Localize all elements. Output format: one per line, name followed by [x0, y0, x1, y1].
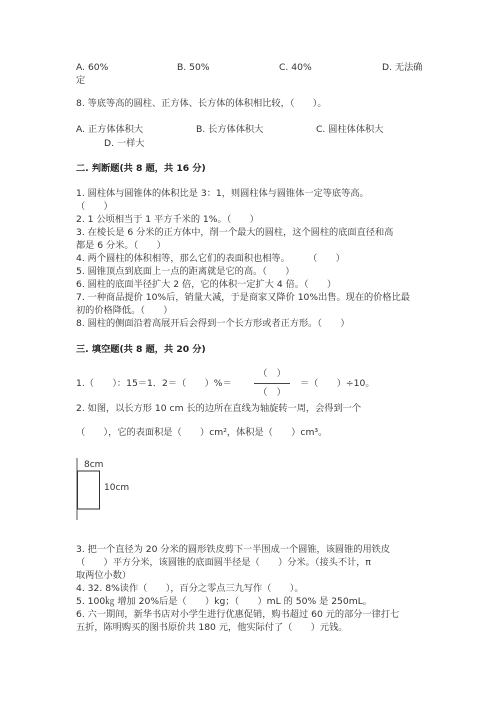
fill-q2-line2: （ ），它的表面积是（ ）cm²，体积是（ ）cm³。 — [76, 427, 328, 438]
figure-label-height: 10cm — [104, 483, 130, 493]
q7-option-a: A. 60% — [76, 62, 109, 73]
fill-q6-line1: 6. 六一期间，新华书店对小学生进行优惠促销，购书超过 60 元的部分一律打七 — [76, 609, 400, 620]
judge-line: 4. 两个圆柱的体积相等，那么它们的表面积也相等。 （ ） — [76, 253, 345, 264]
fill-q6-line2: 五折，陈明购买的图书原价共 180 元，他实际付了（ ）元钱。 — [76, 622, 348, 633]
rectangle-figure — [76, 458, 140, 520]
fraction-denominator: （ ） — [258, 387, 286, 398]
figure-label-width: 8cm — [84, 460, 104, 470]
judge-line: 7. 一种商品提价 10%后，销量大减，于是商家又降价 10%出售。现在的价格比最 — [76, 292, 410, 303]
judge-line: （ ） — [76, 201, 113, 212]
q7-option-d: D. 无法确 — [382, 62, 423, 73]
fill-q2-line1: 2. 如图，以长方形 10 cm 长的边所在直线为轴旋转一周，会得到一个 — [76, 403, 362, 414]
fill-q1-part1: 1.（ ）：15＝1．2＝（ ）%＝ — [76, 378, 232, 389]
judge-line: 8. 圆柱的侧面沿着高展开后会得到一个长方形或者正方形。（ ） — [76, 318, 350, 329]
judge-line: 初的价格降低。（ ） — [76, 305, 173, 316]
fill-q3-line3: 取两位小数） — [76, 570, 132, 581]
q8-option-a: A. 正方体体积大 — [76, 124, 144, 135]
q7-option-c: C. 40% — [279, 62, 312, 73]
q8-option-c: C. 圆柱体体积大 — [316, 124, 384, 135]
fill-q1-part2: ＝（ ）÷10。 — [300, 378, 375, 389]
fraction — [254, 367, 290, 401]
q8-option-b: B. 长方体体积大 — [196, 124, 264, 135]
q7-option-d-cont: 定 — [76, 75, 86, 86]
fill-q5: 5. 100㎏ 增加 20%后是（ ）kg；（ ）mL 的 50% 是 250mL。 — [76, 596, 372, 607]
fill-q3-line1: 3. 把一个直径为 20 分米的圆形铁皮剪下一半围成一个圆锥，该圆锥的用铁皮 — [76, 544, 391, 555]
judge-line: 2. 1 公顷相当于 1 平方千米的 1%。（ ） — [76, 214, 259, 225]
judge-line: 3. 在棱长是 6 分米的正方体中，削一个最大的圆柱，这个圆柱的底面直径和高 — [76, 227, 394, 238]
fill-q4: 4. 32. 8%读作（ ），百分之零点三九写作（ ）。 — [76, 583, 304, 594]
fraction-numerator: （ ） — [258, 368, 286, 379]
judge-line: 都是 6 分米。（ ） — [76, 240, 166, 251]
fill-q3-line2: （ ）平方分米，该圆锥的底面圆半径是（ ）分米。（接头不计，π — [76, 557, 371, 568]
section2-heading: 二. 判断题(共 8 题，共 16 分) — [76, 163, 206, 174]
judge-line: 5. 圆锥顶点到底面上一点的距离就是它的高。（ ） — [76, 266, 295, 277]
rectangle-shape — [78, 471, 100, 509]
q8-option-d: D. 一样大 — [104, 138, 145, 149]
judge-line: 1. 圆柱体与圆锥体的体积比是 3：1，则圆柱体与圆锥体一定等底等高。 — [76, 188, 369, 199]
section3-heading: 三. 填空题(共 8 题，共 20 分) — [76, 344, 206, 355]
judge-line: 6. 圆柱的底面半径扩大 2 倍，它的体积一定扩大 4 倍。（ ） — [76, 279, 337, 290]
q7-option-b: B. 50% — [177, 62, 210, 73]
fraction-bar — [254, 383, 290, 384]
q8-stem: 8. 等底等高的圆柱、正方体、长方体的体积相比较，（ ）。 — [76, 98, 327, 109]
